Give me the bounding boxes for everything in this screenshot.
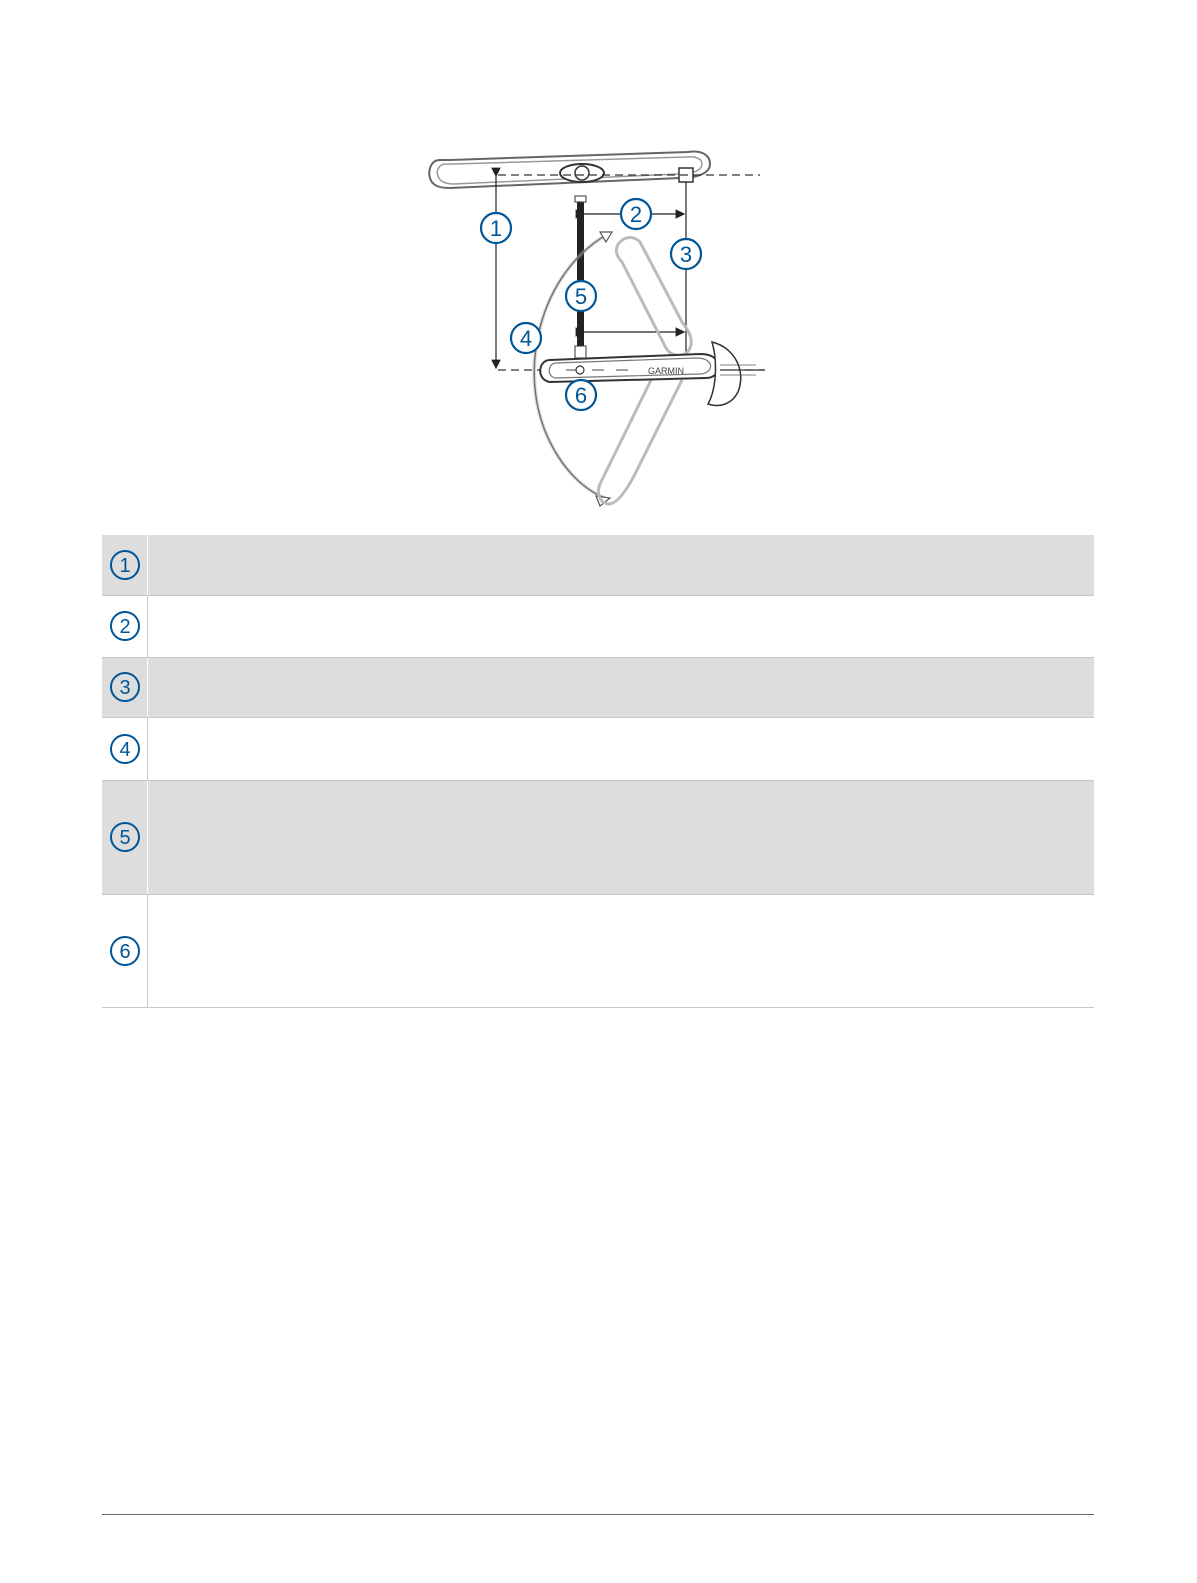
callout-marker-2 bbox=[109, 610, 141, 642]
legend-row-1 bbox=[102, 535, 1094, 595]
callout-marker-3 bbox=[109, 671, 141, 703]
callout-5 bbox=[566, 281, 596, 311]
svg-text:5: 5 bbox=[574, 284, 588, 309]
callout-4 bbox=[511, 323, 541, 353]
svg-text:3: 3 bbox=[118, 677, 131, 699]
legend-row-3 bbox=[102, 657, 1094, 717]
callout-marker-1 bbox=[109, 549, 141, 581]
callout-marker-6 bbox=[109, 935, 141, 967]
callout-6 bbox=[566, 380, 596, 410]
threaded-rod bbox=[575, 196, 586, 358]
legend-description bbox=[148, 780, 1095, 894]
svg-text:4: 4 bbox=[118, 738, 131, 761]
raised-mount-arm bbox=[429, 152, 710, 189]
legend-number-cell bbox=[102, 894, 148, 1007]
callout-2 bbox=[621, 199, 651, 229]
svg-text:6: 6 bbox=[118, 940, 131, 963]
footer-divider bbox=[102, 1514, 1094, 1515]
legend-row-6 bbox=[102, 894, 1094, 1007]
legend-number-cell bbox=[102, 657, 148, 717]
svg-text:5: 5 bbox=[118, 827, 131, 849]
callout-1 bbox=[481, 213, 511, 243]
legend-number-cell bbox=[102, 717, 148, 780]
svg-text:3: 3 bbox=[679, 242, 693, 267]
callout-marker-4 bbox=[109, 733, 141, 765]
legend-description bbox=[148, 894, 1095, 1007]
legend-number-cell bbox=[102, 535, 148, 595]
legend-description bbox=[148, 535, 1095, 595]
legend-description bbox=[148, 717, 1095, 780]
installation-diagram bbox=[420, 142, 772, 520]
legend-row-2 bbox=[102, 595, 1094, 657]
legend-number-cell bbox=[102, 780, 148, 894]
svg-text:1: 1 bbox=[118, 554, 131, 577]
legend-description bbox=[148, 595, 1095, 657]
callout-3 bbox=[671, 239, 701, 269]
brand-mark-text: GARMIN bbox=[648, 366, 684, 376]
svg-text:2: 2 bbox=[118, 616, 131, 638]
svg-text:4: 4 bbox=[519, 326, 533, 351]
callout-legend-table bbox=[102, 535, 1094, 1008]
svg-text:6: 6 bbox=[574, 383, 588, 408]
legend-number-cell bbox=[102, 595, 148, 657]
legend-row-4 bbox=[102, 717, 1094, 780]
callout-marker-5 bbox=[109, 821, 141, 853]
svg-text:2: 2 bbox=[629, 202, 643, 227]
legend-description bbox=[148, 657, 1095, 717]
legend-row-5 bbox=[102, 780, 1094, 894]
svg-text:1: 1 bbox=[489, 216, 503, 241]
